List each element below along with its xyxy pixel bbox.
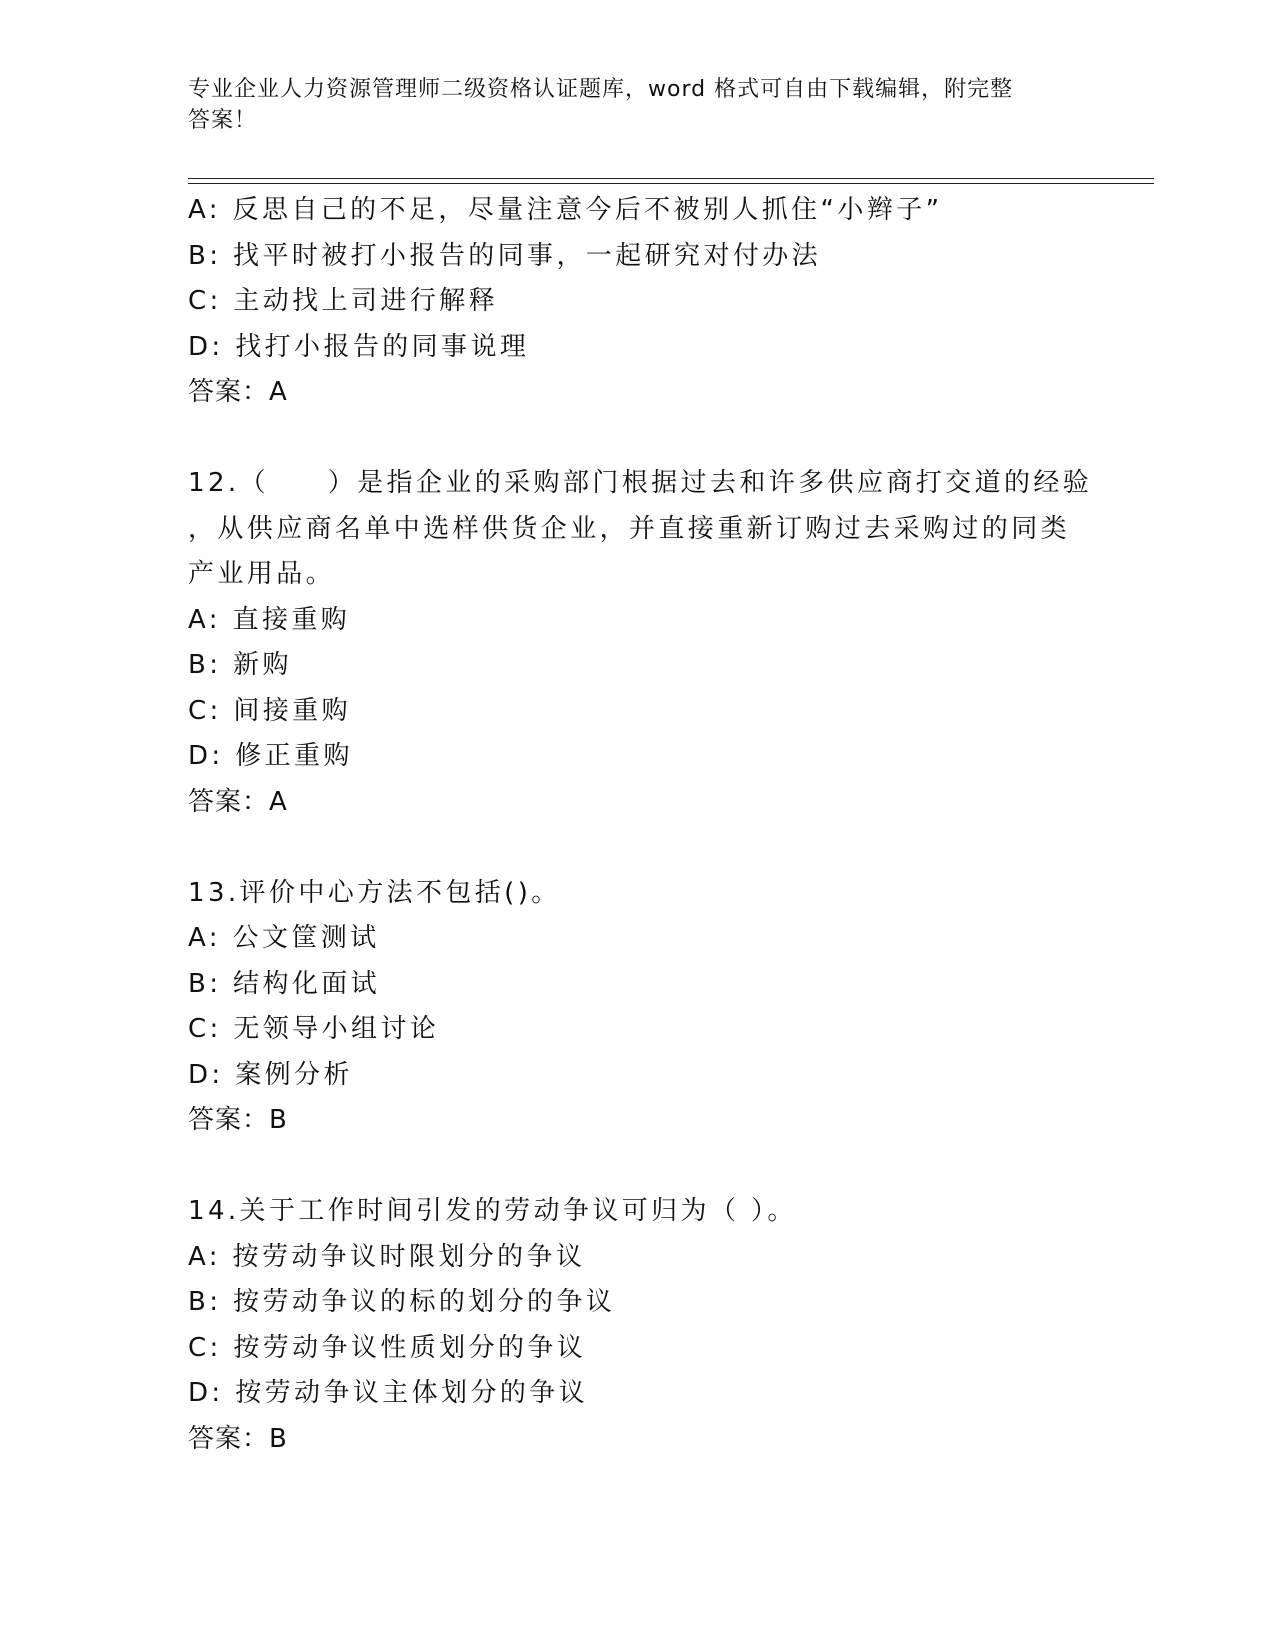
- answer-line: [188, 370, 1088, 416]
- answer-value: B: [269, 1423, 287, 1454]
- question-14: [188, 1189, 1088, 1462]
- option-c: C: 间接重购: [188, 695, 351, 726]
- answer-label: 答案：: [188, 377, 270, 407]
- answer-value: A: [269, 786, 287, 817]
- question-stem-line: 14.关于工作时间引发的劳动争议可归为（ ）。: [188, 1196, 797, 1226]
- question-12: [188, 461, 1093, 825]
- spacer: [188, 1144, 1088, 1190]
- option-d: D: 找打小报告的同事说理: [188, 331, 530, 362]
- answer-label: 答案：: [188, 786, 270, 817]
- question-stem-line: 产业用品。: [188, 559, 336, 589]
- option-c: C: 主动找上司进行解释: [188, 286, 498, 316]
- spacer: [188, 825, 1088, 871]
- answer-label: 答案：: [188, 1423, 270, 1454]
- question-stem-line: 13.评价中心方法不包括()。: [188, 877, 561, 908]
- option-a: A: 公文筐测试: [188, 923, 380, 953]
- question-list: [188, 188, 1093, 1462]
- option-a: A: 反思自己的不足，尽量注意今后不被别人抓住“小辫子”: [188, 195, 943, 225]
- answer-line: [188, 780, 1088, 826]
- spacer: [188, 416, 1088, 462]
- answer-line: [188, 1098, 1088, 1144]
- answer-label: 答案：: [188, 1105, 270, 1135]
- question-continuation: [188, 188, 1088, 416]
- option-b: B: 新购: [188, 650, 292, 680]
- header-text-line-2: 答案！: [188, 108, 258, 133]
- answer-line: [188, 1417, 1088, 1463]
- header-text-line-1: 专业企业人力资源管理师二级资格认证题库，word 格式可自由下载编辑，附完整: [188, 77, 1014, 102]
- question-stem-line: 12.（ ）是指企业的采购部门根据过去和许多供应商打交道的经验: [188, 468, 1093, 498]
- option-b: B: 找平时被打小报告的同事，一起研究对付办法: [188, 240, 822, 271]
- answer-value: B: [269, 1105, 287, 1135]
- option-d: D: 按劳动争议主体划分的争议: [188, 1378, 589, 1408]
- option-c: C: 按劳动争议性质划分的争议: [188, 1332, 587, 1363]
- header-divider-bottom: [188, 183, 1154, 184]
- header-divider-top: [188, 178, 1154, 179]
- option-a: A: 按劳动争议时限划分的争议: [188, 1241, 586, 1272]
- question-stem-line: ，从供应商名单中选样供货企业，并直接重新订购过去采购过的同类: [188, 513, 1071, 544]
- option-d: D: 修正重购: [188, 741, 353, 771]
- option-a: A: 直接重购: [188, 604, 351, 635]
- page-header: [188, 74, 1068, 136]
- option-b: B: 按劳动争议的标的划分的争议: [188, 1287, 616, 1317]
- answer-value: A: [269, 377, 287, 407]
- option-b: B: 结构化面试: [188, 968, 381, 999]
- option-c: C: 无领导小组讨论: [188, 1014, 440, 1044]
- question-13: [188, 871, 1088, 1144]
- option-d: D: 案例分析: [188, 1059, 353, 1090]
